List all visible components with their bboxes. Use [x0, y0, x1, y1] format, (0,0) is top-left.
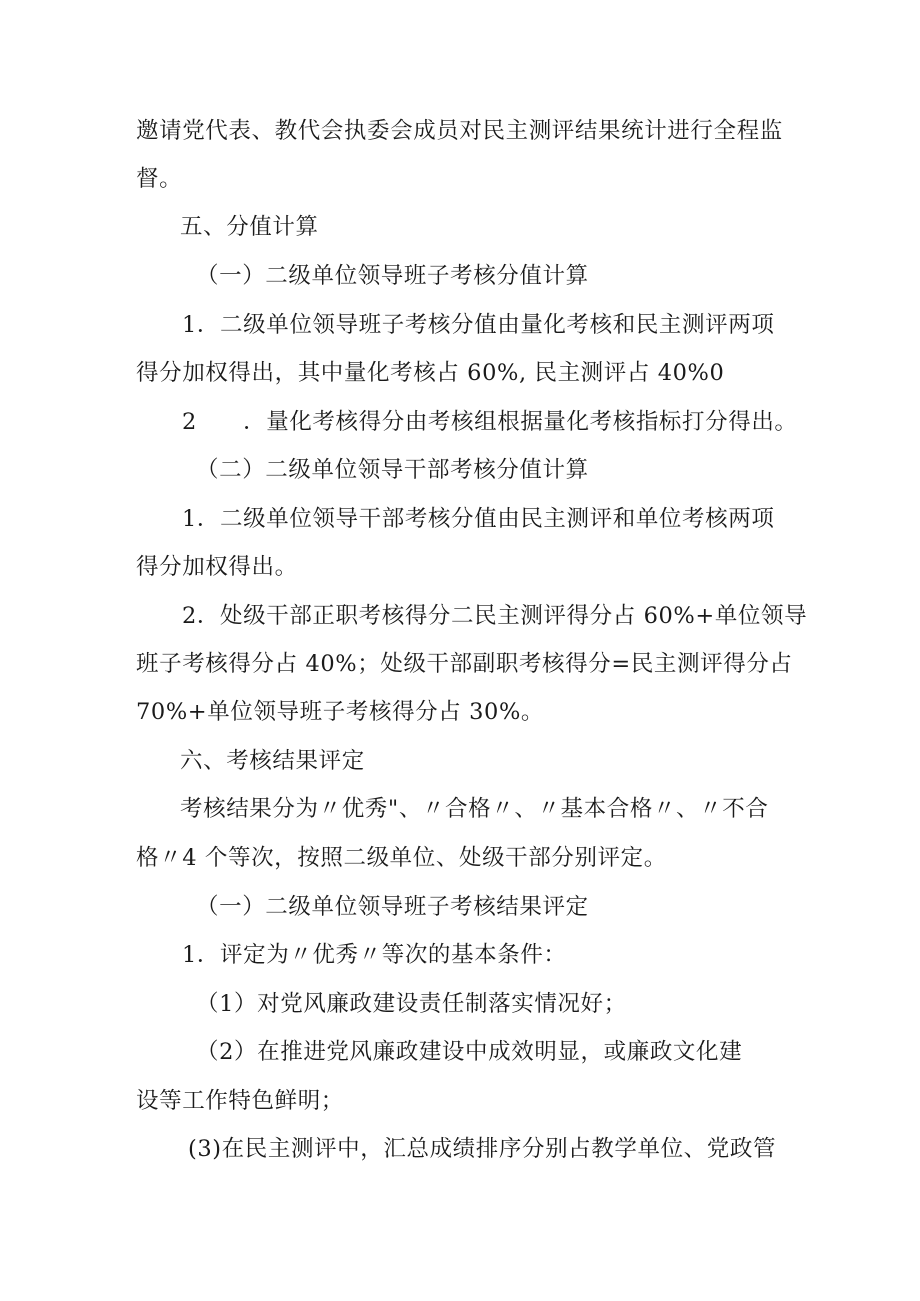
subsection-heading: （一）二级单位领导班子考核结果评定: [196, 894, 589, 920]
subsection-heading: （二）二级单位领导干部考核分值计算: [196, 457, 589, 483]
subsection-heading: （一）二级单位领导班子考核分值计算: [196, 263, 589, 289]
body-text-line: 班子考核得分占 40%；处级干部副职考核得分=民主测评得分占: [136, 651, 793, 677]
body-text-line: 1．评定为〃优秀〃等次的基本条件：: [182, 942, 567, 968]
body-text-line: 1．二级单位领导班子考核分值由量化考核和民主测评两项: [182, 312, 775, 338]
body-text-line: 2．处级干部正职考核得分二民主测评得分占 60%+单位领导: [182, 603, 808, 629]
body-text-line: 2 ．量化考核得分由考核组根据量化考核指标打分得出。: [182, 409, 798, 435]
body-text-line: 设等工作特色鲜明；: [136, 1088, 344, 1114]
section-heading: 五、分值计算: [180, 214, 319, 240]
body-text-line: 70%+单位领导班子考核得分占 30%。: [136, 699, 545, 725]
body-text-line: 督。: [136, 166, 183, 192]
list-item: （1）对党风廉政建设责任制落实情况好；: [196, 991, 627, 1017]
body-text-line: 考核结果分为〃优秀"、〃合格〃、〃基本合格〃、〃不合: [180, 796, 769, 822]
section-heading: 六、考核结果评定: [180, 748, 365, 774]
body-text-line: 得分加权得出，其中量化考核占 60%, 民主测评占 40%0: [136, 360, 725, 386]
list-item: (3)在民主测评中，汇总成绩排序分别占教学单位、党政管: [188, 1136, 777, 1162]
body-text-line: 得分加权得出。: [136, 554, 298, 580]
list-item: （2）在推进党风廉政建设中成效明显，或廉政文化建: [196, 1039, 743, 1065]
body-text-line: 邀请党代表、教代会执委会成员对民主测评结果统计进行全程监: [136, 118, 783, 144]
body-text-line: 1．二级单位领导干部考核分值由民主测评和单位考核两项: [182, 506, 775, 532]
body-text-line: 格〃4 个等次，按照二级单位、处级干部分别评定。: [136, 845, 667, 871]
